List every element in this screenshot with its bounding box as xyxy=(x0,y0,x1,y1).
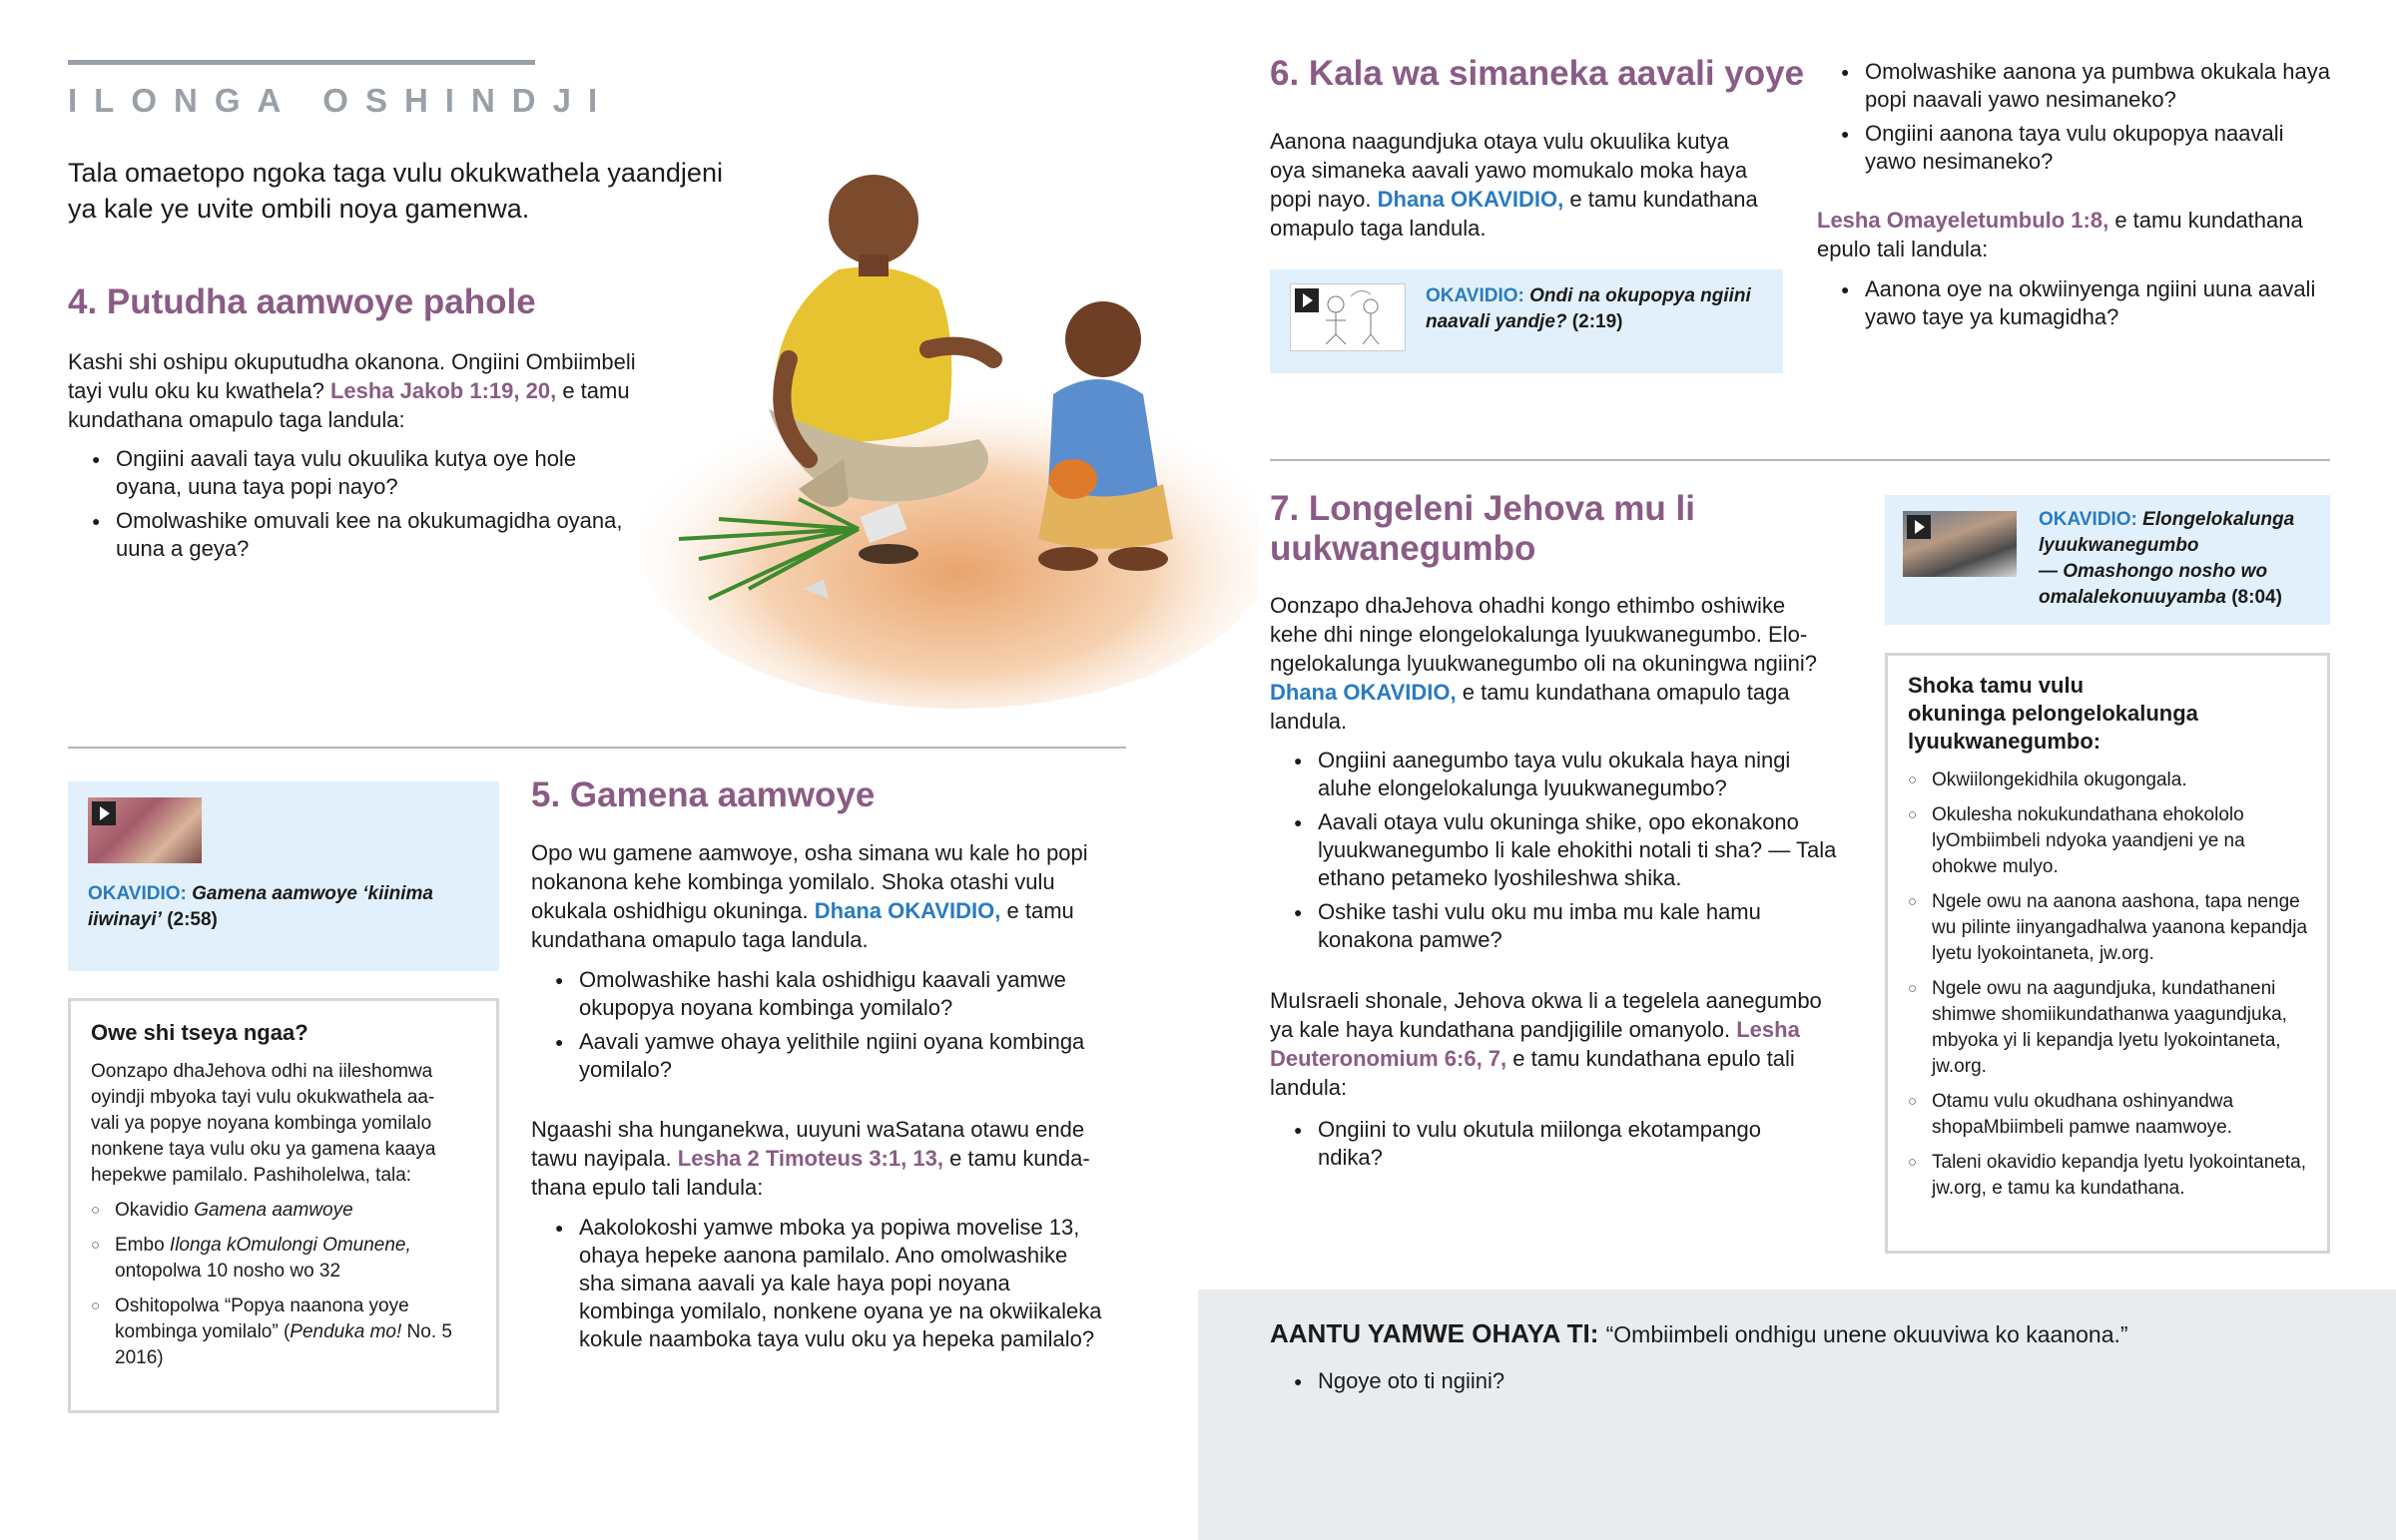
section-5-text: Opo wu gamene aamwoye, osha simana wu kale ho popi nokanona kehe kombinga yomilalo. Shoka otashi vulu okukala oshidhigu okuninga. Dhana OKAVIDIO, e tamu kundathana omapulo taga landula. xyxy=(531,840,1088,952)
box-title: Shoka tamu vulu okuninga pelongelokalunga lyuukwanegumbo: xyxy=(1908,673,2198,754)
question-item: ● Ongiini to vulu okutula miilonga ekotampango ndika? xyxy=(1270,1116,1829,1172)
section-6-questions xyxy=(1817,52,2336,176)
box-text: Oonzapo dhaJehova odhi na iileshomwa oyindji mbyoka tayi vulu okukwathela aa- vali ya popye noyana kombinga yomilalo nonkene taya vulu oku ya gamena kaaya hepekwe pamilalo. Pashiholelwa, tala: xyxy=(91,1061,436,1186)
watch-video-link[interactable]: Dhana OKAVIDIO, xyxy=(814,898,1001,923)
tip-item: ○ Ngele owu na aanona aashona, tapa nenge wu pilinte iinyangadhalwa yaanona kepandja lyetu lyokointaneta, jw.org. xyxy=(1908,889,2309,967)
section-6-text: Aanona naagundjuka otaya vulu okuulika kutya oya simaneka aavali yawo momukalo moka haya popi nayo. Dhana OKAVIDIO, e tamu kundathana omapulo taga landula. xyxy=(1270,129,1758,241)
family-worship-tips-box xyxy=(1885,653,2330,1254)
section-5-text-2: Ngaashi sha hunganekwa, uuyuni waSatana otawu ende tawu nayipala. Lesha 2 Timoteus 3:1, 13, e tamu kunda- thana epulo tali landula: xyxy=(531,1117,1090,1200)
video-thumbnail[interactable] xyxy=(88,797,202,863)
father-figure xyxy=(769,175,993,507)
tip-item: ○ Okulesha nokukundathana ehokololo lyOmbiimbeli ndyoka yaandjeni ye na ohokwe mulyo. xyxy=(1908,802,2309,880)
piggy-bank xyxy=(1049,459,1097,499)
tip-item: ○ Taleni okavidio kepandja lyetu lyokointaneta, jw.org, e tamu ka kundathana. xyxy=(1908,1150,2309,1202)
video-box-respect-parents[interactable]: OKAVIDIO: Ondi na okupopya ngiini naavali yandje? (2:19) xyxy=(1270,269,1783,373)
question-item: ● Ongiini aanegumbo taya vulu okukala haya ningi aluhe elongelokalunga lyuukwanegumbo? xyxy=(1270,747,1839,802)
resource-item[interactable]: ○ Oshitopolwa “Popya naanona yoye kombinga yomilalo” (Penduka mo! No. 5 2016) xyxy=(91,1293,476,1371)
scripture-link-deuteronomium[interactable]: Deuteronomium 6:6, 7, xyxy=(1270,1046,1507,1071)
video-label: OKAVIDIO: xyxy=(88,883,187,904)
video-thumbnail[interactable] xyxy=(1903,511,2017,577)
video-thumbnail[interactable] xyxy=(1290,283,1406,351)
question-item: ● Ngoye oto ti ngiini? xyxy=(1270,1367,1869,1395)
question-item: ● Aavali otaya vulu okuninga shike, opo ekonakono lyuukwanegumbo li kale ehokithi notali ti sha? — Tala ethano petameko lyoshileshwa shika. xyxy=(1270,808,1839,892)
video-label: OKAVIDIO: xyxy=(2039,509,2137,530)
box-title: Owe shi tseya ngaa? xyxy=(91,1020,308,1045)
header-rule xyxy=(68,60,535,65)
tips-list xyxy=(1908,768,2309,1202)
section-7-text-2: MuIsraeli shonale, Jehova okwa li a tegelela aanegumbo ya kale haya kundathana pandjigilile omanyolo. Lesha Deuteronomium 6:6, 7, e tamu kundathana epulo tali landula: xyxy=(1270,988,1822,1100)
section-7-title: 7. Longeleni Jehova mu li uukwanegumbo xyxy=(1270,489,1695,568)
video-duration: (2:19) xyxy=(1571,311,1623,332)
intro-text: Tala omaetopo ngoka taga vulu okukwathela yaandjeni ya kale ye uvite ombili noya gamenwa. xyxy=(68,158,723,224)
question-item: ● Omolwashike hashi kala oshidhigu kaavali yamwe okupopya noyana kombinga yomilalo? xyxy=(531,966,1110,1022)
section-5-title: 5. Gamena aamwoye xyxy=(531,775,876,814)
question-item: ● Aavali yamwe ohaya yelithile ngiini oyana kombinga yomilalo? xyxy=(531,1028,1110,1084)
section-6-questions-2 xyxy=(1817,269,2316,331)
resource-item[interactable]: ○ Okavidio Gamena aamwoye xyxy=(91,1198,476,1224)
section-4-title: 4. Putudha aamwoye pahole xyxy=(68,282,536,321)
tip-item: ○ Otamu vulu okudhana oshinyandwa shopaMbiimbeli pamwe naamwoye. xyxy=(1908,1089,2309,1141)
others-say-label: AANTU YAMWE OHAYA TI: xyxy=(1270,1318,1599,1348)
section-5-questions xyxy=(531,960,1110,1084)
section-6-text-2: Lesha Omayeletumbulo 1:8, e tamu kundathana epulo tali landula: xyxy=(1817,208,2303,261)
tip-item: ○ Ngele owu na aagundjuka, kundathaneni shimwe shomiikundathanwa yaagundjuka, mbyoka yi li kepandja lyetu lyokointaneta, jw.org. xyxy=(1908,976,2309,1080)
watch-video-link[interactable]: Dhana OKAVIDIO, xyxy=(1377,187,1564,212)
question-item: ● Omolwashike omuvali kee na okukumagidha oyana, uuna a geya? xyxy=(68,507,627,563)
tip-item: ○ Okwiilongekidhila okugongala. xyxy=(1908,768,2309,793)
question-item: ● Ongiini aanona taya vulu okupopya naavali yawo nesimaneko? xyxy=(1817,120,2336,176)
did-you-know-box xyxy=(68,998,499,1413)
others-say-panel xyxy=(1198,1289,2396,1540)
resource-list xyxy=(91,1198,476,1371)
question-item: ● Oshike tashi vulu oku mu imba mu kale hamu konakona pamwe? xyxy=(1270,898,1839,954)
others-say-questions xyxy=(1270,1361,1869,1395)
scripture-link-omayeletumbulo[interactable]: Lesha Omayeletumbulo 1:8, xyxy=(1817,208,2109,233)
father-son-illustration xyxy=(599,160,1258,719)
section-7-questions-2 xyxy=(1270,1110,1829,1172)
resource-item[interactable]: ○ Embo Ilonga kOmulongi Omunene, ontopolwa 10 nosho wo 32 xyxy=(91,1233,476,1284)
play-icon[interactable] xyxy=(1295,288,1319,312)
watch-video-link[interactable]: Dhana OKAVIDIO, xyxy=(1270,680,1457,705)
play-icon[interactable] xyxy=(92,801,116,825)
divider-left xyxy=(68,747,1126,749)
play-icon[interactable] xyxy=(1907,515,1931,539)
divider-right xyxy=(1270,459,2330,461)
scripture-link-jakob[interactable]: Lesha Jakob 1:19, 20, xyxy=(329,378,557,403)
section-6-title: 6. Kala wa simaneka aavali yoye xyxy=(1270,54,1805,93)
video-box-protect-children[interactable]: OKAVIDIO: Gamena aamwoye ‘kiinima iiwinayi’ (2:58) xyxy=(68,781,499,971)
section-7-text: Oonzapo dhaJehova ohadhi kongo ethimbo oshiwike kehe dhi ninge elongelokalunga lyuukwanegumbo. Elo- ngelokalunga lyuukwanegumbo oli na okuningwa ngiini? Dhana OKAVIDIO, e tamu kundathana omapulo taga landula. xyxy=(1270,593,1817,734)
section-7-questions xyxy=(1270,741,1839,954)
section-4-questions xyxy=(68,439,627,563)
section-kicker: ILONGA OSHINDJI xyxy=(68,82,615,119)
video-box-family-worship[interactable]: OKAVIDIO: Elongelokalunga lyuukwanegumbo — Omashongo nosho wo omalalekonuuyamba (8:04) xyxy=(1885,495,2330,625)
video-duration: (8:04) xyxy=(2231,587,2282,608)
scripture-link-timoteus[interactable]: Lesha 2 Timoteus 3:1, 13, xyxy=(677,1146,943,1171)
others-say-quote: “Ombiimbeli ondhigu unene okuuviwa ko kaanona.” xyxy=(1605,1321,2128,1347)
question-item: ● Aanona oye na okwiinyenga ngiini uuna aavali yawo taye ya kumagidha? xyxy=(1817,275,2316,331)
video-label: OKAVIDIO: xyxy=(1426,285,1524,306)
section-5-questions-2 xyxy=(531,1208,1105,1353)
question-item: ● Omolwashike aanona ya pumbwa okukala haya popi naavali yawo nesimaneko? xyxy=(1817,58,2336,114)
question-item: ● Ongiini aavali taya vulu okuulika kutya oye hole oyana, uuna taya popi nayo? xyxy=(68,445,627,501)
video-duration: (2:58) xyxy=(167,909,218,930)
question-item: ● Aakolokoshi yamwe mboka ya popiwa movelise 13, ohaya hepeke aanona pamilalo. Ano omolwashike sha simana aavali ya kale haya popi noyana kombinga yomilalo, nonkene oyana ye na okwiikaleka kokule naamboka taya vulu oku ya hepeka pamilalo? xyxy=(531,1214,1105,1353)
section-4-text: Kashi shi oshipu okuputudha okanona. Ongiini Ombiimbeli tayi vulu oku ku kwathela? Lesha Jakob 1:19, 20, e tamu kundathana omapulo taga landula: xyxy=(68,349,636,432)
